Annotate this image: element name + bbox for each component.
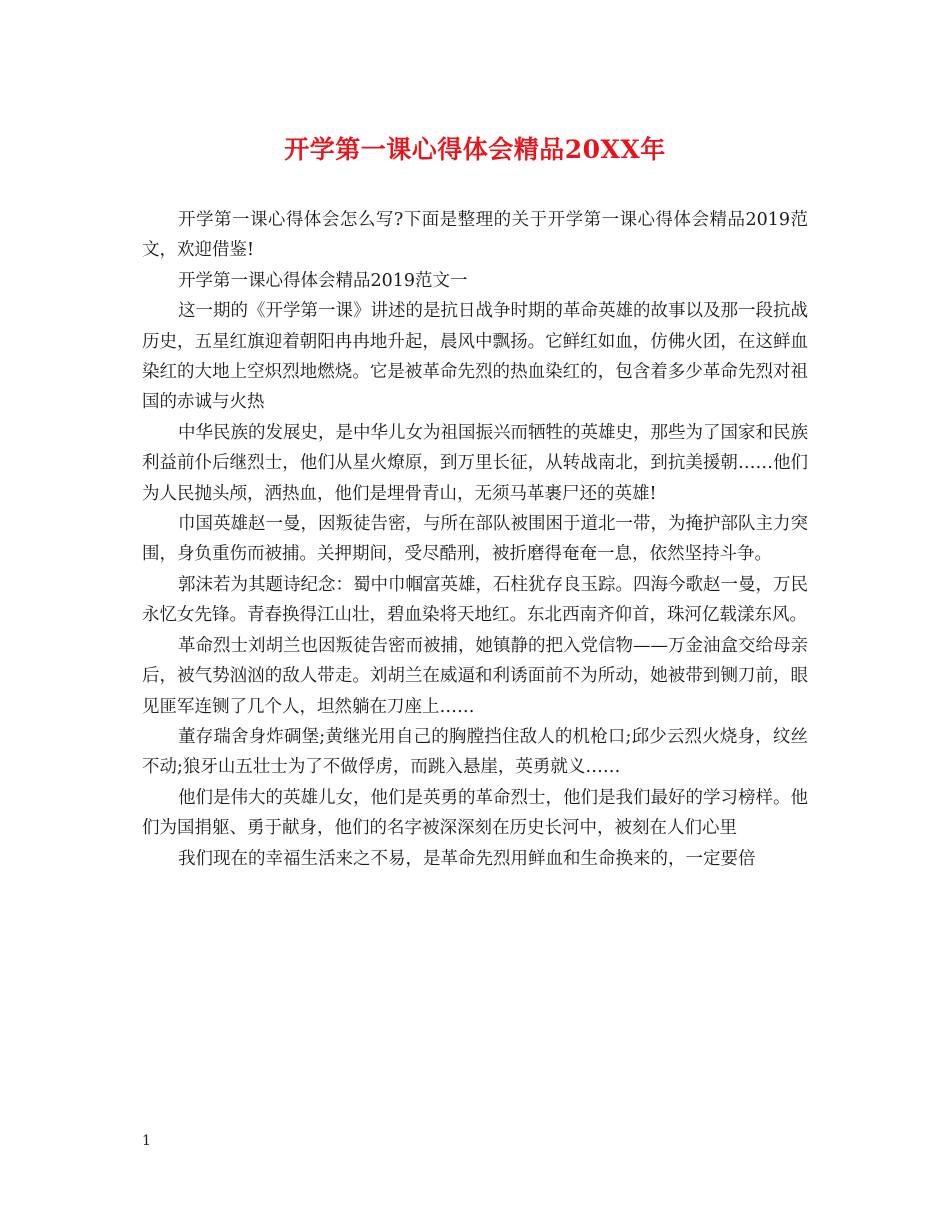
paragraph: 巾国英雄赵一曼，因叛徒告密，与所在部队被围困于道北一带，为掩护部队主力突围，身负重伤而被捕。关押期间，受尽酷刑，被折磨得奄奄一息，依然坚持斗争。 xyxy=(142,514,808,565)
paragraph: 他们是伟大的英雄儿女，他们是英勇的革命烈士，他们是我们最好的学习榜样。他们为国捐躯、勇于献身，他们的名字被深深刻在历史长河中，被刻在人们心里 xyxy=(142,787,808,839)
document-title: 开学第一课心得体会精品20XX年 xyxy=(284,135,666,164)
paragraph: 革命烈士刘胡兰也因叛徒告密而被捕，她镇静的把入党信物——万金油盒交给母亲后，被气势汹汹的敌人带走。刘胡兰在威逼和利诱面前不为所动，她被带到铡刀前，眼见匪军连铡了几个人，坦然躺在刀座上…… xyxy=(142,635,808,717)
page-number: 1 xyxy=(142,1133,151,1149)
paragraph-intro: 开学第一课心得体会怎么写?下面是整理的关于开学第一课心得体会精品2019范文，欢迎借鉴! xyxy=(142,210,808,261)
paragraph: 中华民族的发展史，是中华儿女为祖国振兴而牺牲的英雄史，那些为了国家和民族利益前仆后继烈士，他们从星火燎原，到万里长征，从转战南北，到抗美援朝……他们为人民抛头颅，洒热血，他们是埋骨青山，无须马革裹尸还的英雄! xyxy=(142,422,808,504)
paragraph: 郭沫若为其题诗纪念：蜀中巾帼富英雄，石柱犹存良玉踪。四海今歌赵一曼，万民永忆女先锋。青春换得江山壮，碧血染将天地红。东北西南齐仰首，珠河亿载漾东风。 xyxy=(142,574,808,626)
paragraph: 这一期的《开学第一课》讲述的是抗日战争时期的革命英雄的故事以及那一段抗战历史，五星红旗迎着朝阳冉冉地升起，晨风中飘扬。它鲜红如血，仿佛火团，在这鲜血染红的大地上空炽烈地燃烧。它是被革命先烈的热血染红的，包含着多少革命先烈对祖国的赤诚与火热 xyxy=(142,301,808,413)
paragraph: 董存瑞舍身炸碉堡;黄继光用自己的胸膛挡住敌人的机枪口;邱少云烈火烧身，纹丝不动;狼牙山五壮士为了不做俘虏，而跳入悬崖，英勇就义…… xyxy=(142,726,808,778)
paragraph: 我们现在的幸福生活来之不易，是革命先烈用鲜血和生命换来的，一定要倍 xyxy=(178,848,756,869)
paragraph-section-heading: 开学第一课心得体会精品2019范文一 xyxy=(178,270,468,291)
document-body xyxy=(142,205,808,874)
